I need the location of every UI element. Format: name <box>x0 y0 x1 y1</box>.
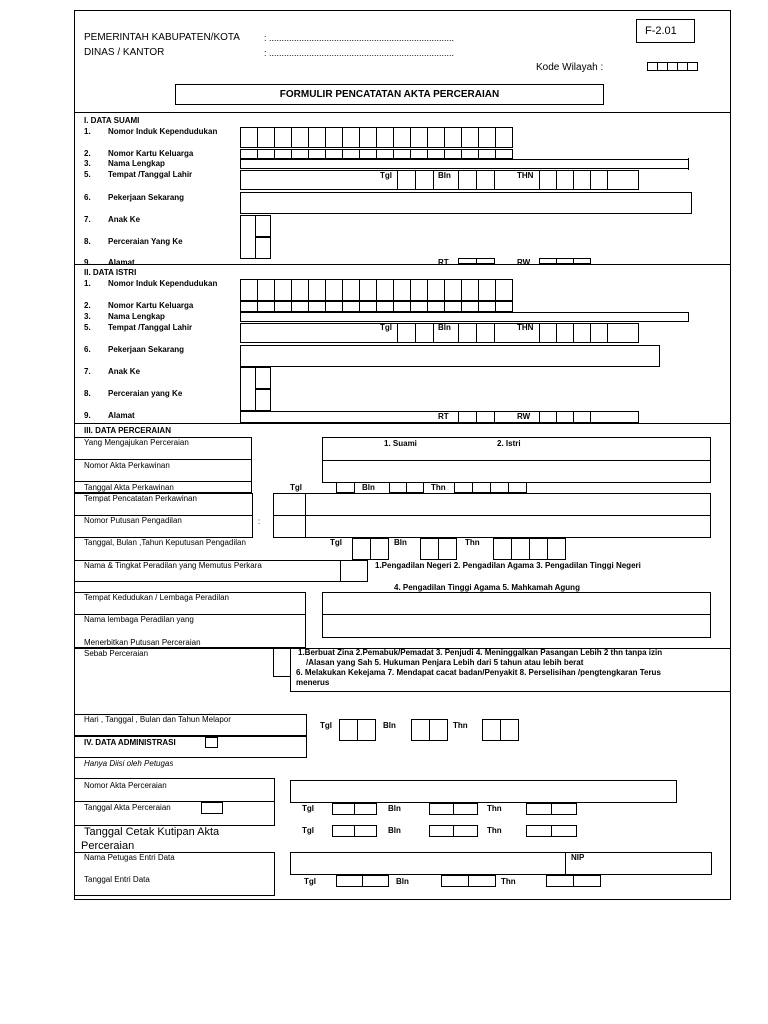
nik-cell[interactable] <box>274 279 292 301</box>
nama-tingkat-label: Nama & Tingkat Peradilan yang Memutus Perkara <box>84 561 262 570</box>
suami-row-label: Alamat <box>108 258 135 264</box>
bln-cell[interactable] <box>389 482 407 493</box>
suami-thn-label: THN <box>517 171 534 180</box>
tgl-cell[interactable] <box>339 719 358 741</box>
suami-row-num: 9. <box>84 258 91 264</box>
divider <box>74 264 731 265</box>
thn-cell[interactable] <box>526 803 552 815</box>
bln-cell[interactable] <box>420 538 439 560</box>
kk-cell[interactable] <box>478 301 496 312</box>
kk-cell[interactable] <box>257 301 275 312</box>
kk-cell[interactable] <box>376 149 394 159</box>
kk-cell[interactable] <box>257 149 275 159</box>
thn-label: Thn <box>487 804 502 813</box>
suami-row-num: 8. <box>84 237 91 246</box>
tgl-cell[interactable] <box>354 825 377 837</box>
tgl-cell[interactable] <box>336 875 363 887</box>
administrasi-heading: IV. DATA ADMINISTRASI <box>84 738 176 747</box>
nik-cell[interactable] <box>461 127 479 148</box>
kk-cell[interactable] <box>444 301 462 312</box>
nik-cell[interactable] <box>495 127 513 148</box>
nik-cell[interactable] <box>240 127 258 148</box>
nik-cell[interactable] <box>308 279 326 301</box>
divider <box>74 801 275 802</box>
cetak-kutipan-label-2: Perceraian <box>81 840 135 852</box>
kk-cell[interactable] <box>342 301 360 312</box>
istri-tgl-label: Tgl <box>380 323 392 332</box>
istri-row-num: 6. <box>84 345 91 354</box>
thn-cell[interactable] <box>500 719 519 741</box>
suami-row-label: Tempat /Tanggal Lahir <box>108 170 193 179</box>
nik-cell[interactable] <box>376 127 394 148</box>
tgl-cell[interactable] <box>332 825 355 837</box>
kk-cell[interactable] <box>274 301 292 312</box>
thn-cell[interactable] <box>547 538 566 560</box>
thn-cell[interactable] <box>573 875 601 887</box>
kk-cell[interactable] <box>359 301 377 312</box>
thn-label: Thn <box>487 826 502 835</box>
tgl-label: Tgl <box>304 877 316 886</box>
suami-row-label: Nomor Induk Kependudukan <box>108 127 218 136</box>
divider <box>74 481 252 482</box>
kode-wilayah-cell[interactable] <box>687 62 698 71</box>
administrasi-note: Hanya Diisi oleh Petugas <box>84 759 174 768</box>
nik-cell[interactable] <box>478 279 496 301</box>
dinas-value[interactable]: : .......................................................................... <box>264 48 455 58</box>
istri-thn-label: THN <box>517 323 534 332</box>
thn-label: Thn <box>453 721 468 730</box>
nomor-akta-perceraian-label: Nomor Akta Perceraian <box>84 781 167 790</box>
divider <box>565 852 566 875</box>
opt-suami[interactable]: 1. Suami <box>384 439 417 448</box>
nik-cell[interactable] <box>240 279 258 301</box>
divider <box>273 648 274 676</box>
nik-cell[interactable] <box>478 127 496 148</box>
istri-row-label: Alamat <box>108 411 135 420</box>
istri-bln-label: Bln <box>438 323 451 332</box>
nip-label: NIP <box>571 853 585 862</box>
dinas-label: DINAS / KANTOR <box>84 47 165 58</box>
nik-cell[interactable] <box>410 127 428 148</box>
tanggal-entri-label: Tanggal Entri Data <box>84 875 150 884</box>
bln-label: Bln <box>383 721 396 730</box>
thn-label: Thn <box>465 538 480 547</box>
istri-row-label: Nomor Induk Kependudukan <box>108 279 218 288</box>
divider <box>74 423 731 424</box>
tgl-label: Tgl <box>320 721 332 730</box>
suami-row-num: 2. <box>84 149 91 158</box>
kk-cell[interactable] <box>461 149 479 159</box>
istri-row-label: Nama Lengkap <box>108 312 165 321</box>
tgl-cell[interactable] <box>352 538 371 560</box>
thn-cell[interactable] <box>508 482 527 493</box>
pemerintah-value[interactable]: : .......................................................................... <box>264 33 455 43</box>
kk-cell[interactable] <box>427 301 445 312</box>
nik-cell[interactable] <box>342 279 360 301</box>
anak-ke-cell[interactable] <box>255 215 271 237</box>
thn-cell[interactable] <box>551 825 577 837</box>
nik-cell[interactable] <box>257 279 275 301</box>
thn-cell[interactable] <box>482 719 501 741</box>
kk-cell[interactable] <box>376 301 394 312</box>
kk-cell[interactable] <box>444 149 462 159</box>
divider <box>273 515 306 516</box>
thn-cell[interactable] <box>490 482 509 493</box>
thn-label: Thn <box>501 877 516 886</box>
istri-row-num: 3. <box>84 312 91 321</box>
tgl-cell[interactable] <box>332 803 355 815</box>
nik-cell[interactable] <box>325 127 343 148</box>
kk-cell[interactable] <box>274 149 292 159</box>
kk-cell[interactable] <box>410 149 428 159</box>
sebab-line-4[interactable]: menerus <box>296 678 330 687</box>
hari-tanggal-label: Hari , Tanggal , Bulan dan Tahun Melapor <box>84 715 231 724</box>
nik-cell[interactable] <box>393 279 411 301</box>
tgl-cell[interactable] <box>370 538 389 560</box>
cetak-kutipan-label-1: Tanggal Cetak Kutipan Akta <box>84 826 220 838</box>
suami-row-num: 1. <box>84 127 91 136</box>
form-code: F-2.01 <box>645 25 677 37</box>
thn-cell[interactable] <box>551 803 577 815</box>
nama-lembaga-field[interactable] <box>322 614 711 638</box>
sebab-line-1[interactable]: 1.Berbuat Zina 2.Pemabuk/Pemadat 3. Penjudi 4. Meninggalkan Pasangan Lebih 2 thn tanpa izin <box>298 648 663 657</box>
divider <box>74 112 731 113</box>
suami-row-label: Nama Lengkap <box>108 159 165 168</box>
thn-cell[interactable] <box>472 482 491 493</box>
istri-row-num: 1. <box>84 279 91 288</box>
tempat-kedudukan-field[interactable] <box>322 592 711 615</box>
nomor-putusan-label: Nomor Putusan Pengadilan <box>84 516 182 525</box>
suami-tgl-label: Tgl <box>380 171 392 180</box>
thn-cell[interactable] <box>526 825 552 837</box>
divider <box>273 676 290 677</box>
suami-pekerjaan-field[interactable] <box>240 192 692 214</box>
bln-cell[interactable] <box>468 875 496 887</box>
divider <box>74 459 252 460</box>
nik-cell[interactable] <box>444 127 462 148</box>
istri-rt-label: RT <box>438 412 449 421</box>
anak-ke-cell[interactable] <box>240 215 256 259</box>
nama-petugas-field[interactable] <box>290 852 712 875</box>
opt-istri[interactable]: 2. Istri <box>497 439 521 448</box>
tgl-cell[interactable] <box>357 719 376 741</box>
perceraian-ke-cell[interactable] <box>255 389 271 411</box>
nik-cell[interactable] <box>325 279 343 301</box>
kk-cell[interactable] <box>478 149 496 159</box>
suami-rw-label: RW <box>517 258 531 264</box>
nama-lembaga-label-2: Menerbitkan Putusan Perceraian <box>84 638 201 647</box>
suami-row-num: 3. <box>84 159 91 168</box>
bln-cell[interactable] <box>429 803 454 815</box>
istri-row-label: Tempat /Tanggal Lahir <box>108 323 193 332</box>
suami-nama-tick <box>688 158 689 170</box>
pemerintah-label: PEMERINTAH KABUPATEN/KOTA <box>84 32 240 43</box>
perceraian-heading: III. DATA PERCERAIAN <box>84 426 171 435</box>
bln-cell[interactable] <box>453 825 478 837</box>
kk-cell[interactable] <box>325 149 343 159</box>
thn-label: Thn <box>431 483 446 492</box>
bln-label: Bln <box>388 804 401 813</box>
nik-cell[interactable] <box>461 279 479 301</box>
kk-cell[interactable] <box>427 149 445 159</box>
nik-cell[interactable] <box>427 127 445 148</box>
suami-row-num: 5. <box>84 170 91 179</box>
bln-cell[interactable] <box>429 719 448 741</box>
nik-cell[interactable] <box>495 279 513 301</box>
yang-mengajukan-label: Yang Mengajukan Perceraian <box>84 438 189 447</box>
thn-cell[interactable] <box>511 538 530 560</box>
nik-cell[interactable] <box>393 127 411 148</box>
tgl-cell[interactable] <box>336 482 355 493</box>
kk-cell[interactable] <box>325 301 343 312</box>
suami-row-label: Pekerjaan Sekarang <box>108 193 185 202</box>
nama-tingkat-checkbox[interactable] <box>340 560 368 582</box>
nik-cell[interactable] <box>427 279 445 301</box>
sebab-line-3[interactable]: 6. Melakukan Kekejama 7. Mendapat cacat badan/Penyakit 8. Perselisihan /pengtengkaran Terus <box>296 668 661 677</box>
bln-label: Bln <box>362 483 375 492</box>
form-title: FORMULIR PENCATATAN AKTA PERCERAIAN <box>279 89 500 100</box>
nik-cell[interactable] <box>342 127 360 148</box>
tgl-label: Tgl <box>290 483 302 492</box>
suami-heading: I. DATA SUAMI <box>84 116 140 125</box>
nik-cell[interactable] <box>308 127 326 148</box>
istri-row-label: Perceraian yang Ke <box>108 389 183 398</box>
nik-cell[interactable] <box>359 279 377 301</box>
nik-cell[interactable] <box>274 127 292 148</box>
peradilan-options-1[interactable]: 1.Pengadilan Negeri 2. Pengadilan Agama 3. Pengadilan Tinggi Negeri <box>375 561 641 570</box>
istri-row-num: 2. <box>84 301 91 310</box>
tgl-label: Tgl <box>330 538 342 547</box>
istri-row-num: 5. <box>84 323 91 332</box>
tanggal-akta-perceraian-label: Tanggal Akta Perceraian <box>84 803 171 812</box>
bln-label: Bln <box>394 538 407 547</box>
nomor-akta-perkawinan-field[interactable] <box>322 460 711 483</box>
suami-row-num: 6. <box>84 193 91 202</box>
suami-row-label: Nomor Kartu Keluarga <box>108 149 194 158</box>
nik-cell[interactable] <box>410 279 428 301</box>
tgl-cell[interactable] <box>354 803 377 815</box>
tempat-kedudukan-label: Tempat Kedudukan / Lembaga Peradilan <box>84 593 229 602</box>
istri-row-label: Anak Ke <box>108 367 141 376</box>
nik-cell[interactable] <box>444 279 462 301</box>
tgl-cell[interactable] <box>362 875 389 887</box>
istri-rw-label: RW <box>517 412 531 421</box>
nomor-akta-perkawinan-label: Nomor Akta Perkawinan <box>84 461 170 470</box>
kk-cell[interactable] <box>291 301 309 312</box>
istri-nama-field[interactable] <box>240 312 689 322</box>
bln-cell[interactable] <box>406 482 424 493</box>
istri-row-num: 7. <box>84 367 91 376</box>
suami-nama-field[interactable] <box>240 159 689 169</box>
kk-cell[interactable] <box>240 301 258 312</box>
kk-cell[interactable] <box>240 149 258 159</box>
kode-wilayah-label: Kode Wilayah : <box>536 62 604 73</box>
thn-cell[interactable] <box>454 482 473 493</box>
tempat-pencatatan-label: Tempat Pencatatan Perkawinan <box>84 494 197 503</box>
nama-lembaga-label-1: Nama lembaga Peradilan yang <box>84 615 194 624</box>
kk-cell[interactable] <box>308 301 326 312</box>
kk-cell[interactable] <box>393 149 411 159</box>
istri-pekerjaan-field[interactable] <box>240 345 660 367</box>
perceraian-ke-cell[interactable] <box>255 237 271 259</box>
bln-cell[interactable] <box>429 825 454 837</box>
kk-cell[interactable] <box>461 301 479 312</box>
peradilan-options-2[interactable]: 4. Pengadilan Tinggi Agama 5. Mahkamah Agung <box>394 583 580 592</box>
thn-cell[interactable] <box>529 538 548 560</box>
bln-label: Bln <box>396 877 409 886</box>
tgl-label: Tgl <box>302 804 314 813</box>
istri-row-label: Pekerjaan Sekarang <box>108 345 185 354</box>
istri-row-num: 8. <box>84 389 91 398</box>
suami-rt-label: RT <box>438 258 449 264</box>
sebab-label: Sebab Perceraian <box>84 649 149 658</box>
nik-cell[interactable] <box>359 127 377 148</box>
anak-ke-cell[interactable] <box>240 367 256 411</box>
suami-row-num: 7. <box>84 215 91 224</box>
administrasi-checkbox[interactable] <box>205 737 218 748</box>
bln-label: Bln <box>388 826 401 835</box>
kk-cell[interactable] <box>291 149 309 159</box>
kk-cell[interactable] <box>495 301 513 312</box>
thn-cell[interactable] <box>546 875 574 887</box>
kk-cell[interactable] <box>359 149 377 159</box>
bln-cell[interactable] <box>441 875 469 887</box>
bln-cell[interactable] <box>438 538 457 560</box>
bln-cell[interactable] <box>411 719 430 741</box>
tanggal-akta-checkbox[interactable] <box>201 802 223 814</box>
nomor-akta-perceraian-field[interactable] <box>290 780 677 803</box>
istri-heading: II. DATA ISTRI <box>84 268 137 277</box>
suami-bln-label: Bln <box>438 171 451 180</box>
bln-cell[interactable] <box>453 803 478 815</box>
nik-cell[interactable] <box>376 279 394 301</box>
thn-cell[interactable] <box>493 538 512 560</box>
nik-cell[interactable] <box>257 127 275 148</box>
suami-row-label: Perceraian Yang Ke <box>108 237 183 246</box>
tgl-label: Tgl <box>302 826 314 835</box>
kk-cell[interactable] <box>393 301 411 312</box>
colon: : <box>258 517 261 526</box>
tanggal-keputusan-label: Tanggal, Bulan ,Tahun Keputusan Pengadilan <box>84 538 246 547</box>
kk-cell[interactable] <box>495 149 513 159</box>
kk-cell[interactable] <box>410 301 428 312</box>
kk-cell[interactable] <box>308 149 326 159</box>
anak-ke-cell[interactable] <box>255 367 271 389</box>
istri-row-num: 9. <box>84 411 91 420</box>
tanggal-akta-perkawinan-label: Tanggal Akta Perkawinan <box>84 483 174 492</box>
istri-row-label: Nomor Kartu Keluarga <box>108 301 194 310</box>
divider <box>305 515 711 516</box>
suami-row-label: Anak Ke <box>108 215 141 224</box>
sebab-line-2[interactable]: /Alasan yang Sah 5. Hukuman Penjara Lebih dari 5 tahun atau lebih berat <box>306 658 584 667</box>
nik-cell[interactable] <box>291 279 309 301</box>
nama-petugas-label: Nama Petugas Entri Data <box>84 853 175 862</box>
kk-cell[interactable] <box>342 149 360 159</box>
nik-cell[interactable] <box>291 127 309 148</box>
